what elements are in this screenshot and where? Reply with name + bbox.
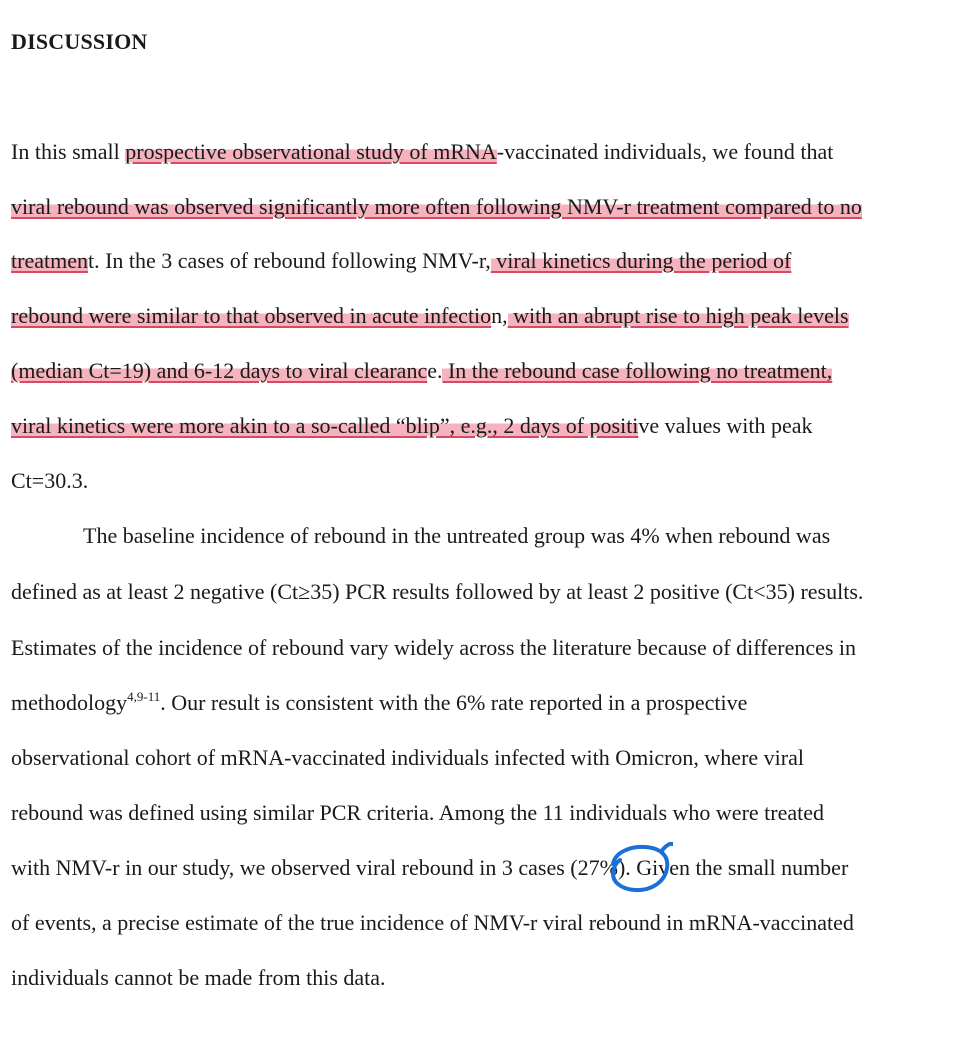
text-span: ). Given the small number: [617, 855, 849, 880]
highlighted-text: viral kinetics during the period of: [490, 248, 792, 273]
highlighted-text: viral rebound was observed significantly more often following NMV-r treatment compared to no: [11, 194, 862, 219]
text-span: t. In the 3 cases of rebound following NMV-r,: [87, 248, 491, 273]
p1-line-5: [11, 358, 832, 384]
text-span: In this small: [11, 139, 126, 164]
highlighted-text: with an abrupt rise to high peak levels: [507, 303, 849, 328]
text-span: -vaccinated individuals, we found that: [496, 139, 834, 164]
p1-line-7: Ct=30.3.: [11, 468, 89, 493]
p2-line-5: observational cohort of mRNA-vaccinated individuals infected with Omicron, where viral: [11, 745, 804, 770]
p2-line-4: [11, 690, 747, 716]
p2-line-6: rebound was defined using similar PCR criteria. Among the 11 individuals who were treated: [11, 800, 825, 825]
highlighted-text: rebound were similar to that observed in acute infectio: [11, 303, 492, 328]
p2-line-2: defined as at least 2 negative (Ct≥35) PCR results followed by at least 2 positive (Ct<35) results.: [11, 579, 864, 604]
text-span: n,: [491, 303, 508, 328]
highlighted-text: In the rebound case following no treatment,: [442, 358, 833, 383]
text-span: methodology: [11, 690, 128, 715]
p1-line-4: [11, 303, 849, 329]
p1-line-1: [11, 139, 833, 165]
p1-line-2: [11, 194, 862, 220]
circled-text: s (27%: [556, 855, 618, 880]
highlighted-text: (median Ct=19) and 6-12 days to viral clearanc: [11, 358, 428, 383]
p2-line-3: Estimates of the incidence of rebound vary widely across the literature because of differences in: [11, 635, 857, 660]
p1-line-3: [11, 248, 791, 274]
text-span: . Our result is consistent with the 6% rate reported in a prospective: [160, 690, 748, 715]
highlighted-text: prospective observational study of mRNA: [125, 139, 497, 164]
p2-line-9: individuals cannot be made from this data.: [11, 965, 386, 990]
p2-line-8: of events, a precise estimate of the true incidence of NMV-r viral rebound in mRNA-vaccinated: [11, 910, 854, 935]
citation-superscript: 4,9-11: [127, 689, 161, 704]
p2-line-7: [11, 855, 848, 881]
text-span: e.: [427, 358, 443, 383]
p2-line-1: The baseline incidence of rebound in the untreated group was 4% when rebound was: [83, 523, 831, 548]
highlighted-text: treatmen: [11, 248, 88, 273]
section-heading: DISCUSSION: [11, 29, 148, 54]
text-span: with NMV-r in our study, we observed viral rebound in 3 case: [11, 855, 557, 880]
p1-line-6: [11, 413, 813, 439]
highlighted-text: viral kinetics were more akin to a so-called “blip”, e.g., 2 days of positi: [11, 413, 639, 438]
text-span: ve values with peak: [638, 413, 813, 438]
